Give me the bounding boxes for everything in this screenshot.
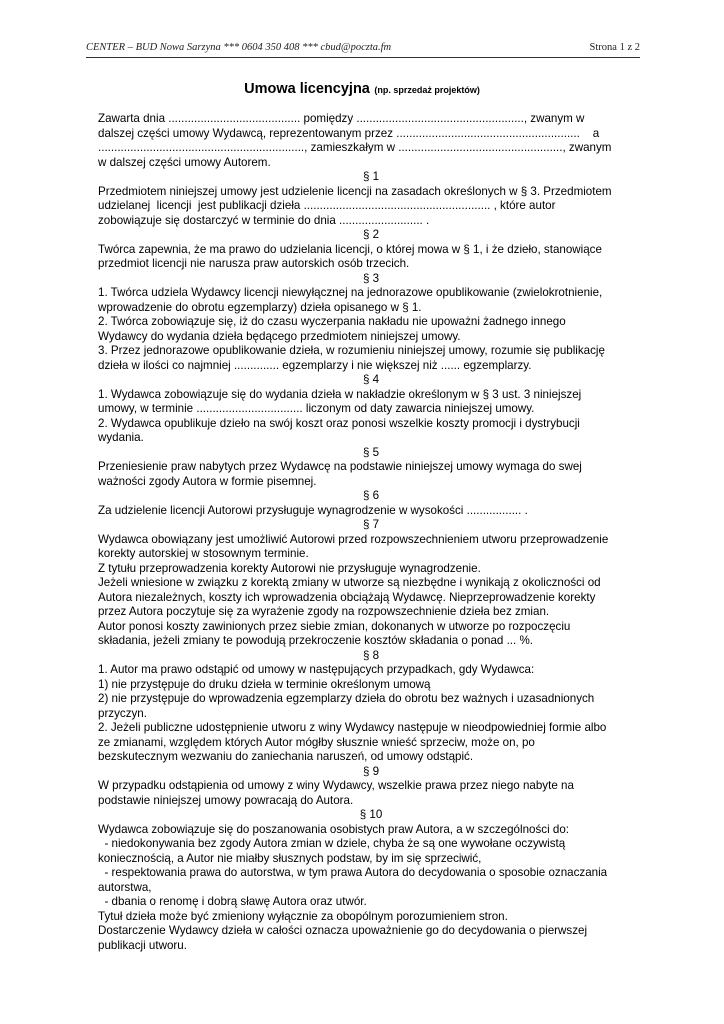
text-line: 1. Wydawca zobowiązuje się do wydania dzieła w nakładzie określonym w § 3 ust. 3 niniejszej xyxy=(98,387,582,401)
text-line: 2. Jeżeli publiczne udostępnienie utworu z winy Wydawcy następuje w nieodpowiedniej formie albo xyxy=(98,721,607,734)
text-line: podstawie niniejszej umowy powracają do Autora. xyxy=(98,793,354,807)
text-line: Dostarczenie Wydawcy dzieła w całości oznacza upoważnienie go do decydowania o pierwszej xyxy=(98,924,588,937)
text-line: udzielanej licencji jest publikacji dzieła .......................................................... , które autor xyxy=(98,199,556,212)
text-line: przez Autora poczytuje się za wyrażenie zgody na rozpowszechnienie dzieła bez zmian. xyxy=(98,605,550,618)
text-line: Twórca zapewnia, że ma prawo do udzielania licencji, o której mowa w § 1, i że dzieło, stanowiące xyxy=(98,242,602,256)
text-line: publikacji utworu. xyxy=(98,938,187,952)
text-line: przedmiot licencji nie narusza praw autorskich osób trzecich. xyxy=(98,257,410,270)
text-line: Jeżeli wniesione w związku z korektą zmiany w utworze są niezbędne i wynikają z okoliczności od xyxy=(98,576,601,589)
text-line: Autora niezależnych, koszty ich wprowadzenia obciążają Wydawcę. Nieprzeprowadzenie korekty xyxy=(98,590,596,604)
document-title xyxy=(0,80,724,98)
text-line: 1. Twórca udziela Wydawcy licencji niewyłącznej na jednorazowe opublikowanie (zwielokrotnienie, xyxy=(98,286,603,299)
page-number: Strona 1 z 2 xyxy=(589,42,640,53)
text-line: bezskutecznym wezwaniu do zaniechania naruszeń, od umowy odstąpić. xyxy=(98,750,474,763)
text-line: 2. Wydawca opublikuje dzieło na swój koszt oraz ponosi wszelkie koszty promocji i dystrybucji xyxy=(98,416,580,430)
section-heading: § 3 xyxy=(362,271,380,285)
section-heading: § 4 xyxy=(362,373,380,386)
header-contact: CENTER – BUD Nowa Sarzyna *** 0604 350 408 *** cbud@poczta.fm xyxy=(86,42,392,53)
text-line: dzieła w ilości co najmniej .............. egzemplarzy i nie większej niż ...... egzemplarzy. xyxy=(98,358,532,372)
text-line: zobowiązuje się dostarczyć w terminie do dnia .......................... . xyxy=(98,213,430,227)
header-divider xyxy=(86,57,640,58)
text-line: przyczyn. xyxy=(98,706,147,720)
text-line: Wydawca obowiązany jest umożliwić Autorowi przed rozpowszechnieniem utworu przeprowadzenie xyxy=(98,532,609,546)
title-subtitle: (np. sprzedaż projektów) xyxy=(374,85,480,95)
section-heading: § 9 xyxy=(362,764,380,778)
text-line: 3. Przez jednorazowe opublikowanie dzieła, w rozumieniu niniejszej umowy, rozumie się publikację xyxy=(98,344,605,357)
text-line: koniecznością, a Autor nie miałby słusznych podstaw, by im się sprzeciwić, xyxy=(98,851,482,865)
text-line: Wydawcy do wydania dzieła będącego przedmiotem niniejszej umowy. xyxy=(98,329,461,343)
text-line: - dbania o renomę i dobrą sławę Autora oraz utwór. xyxy=(98,895,367,908)
text-line: dalszej części umowy Wydawcą, reprezentowanym przez ......................................................... a xyxy=(98,126,600,140)
section-heading: § 10 xyxy=(359,808,383,821)
title-main: Umowa licencyjna xyxy=(244,81,370,97)
section-heading: § 8 xyxy=(362,648,380,662)
text-line: Przedmiotem niniejszej umowy jest udzielenie licencji na zasadach określonych w § 3. Przedmiotem xyxy=(98,184,612,198)
section-heading: § 7 xyxy=(362,518,380,531)
text-line: - niedokonywania bez zgody Autora zmian w dziele, chyba że są one wywołane oczywistą xyxy=(98,837,566,850)
text-line: Za udzielenie licencji Autorowi przysługuje wynagrodzenie w wysokości ................. . xyxy=(98,503,528,517)
text-line: autorstwa, xyxy=(98,880,152,894)
section-heading: § 2 xyxy=(362,228,380,241)
text-line: - respektowania prawa do autorstwa, w tym prawa Autora do decydowania o sposobie oznaczania xyxy=(98,866,608,879)
text-line: 2) nie przystępuje do wprowadzenia egzemplarzy dzieła do obrotu bez ważnych i uzasadnionych xyxy=(98,692,595,705)
text-line: 1. Autor ma prawo odstąpić od umowy w następujących przypadkach, gdy Wydawca: xyxy=(98,663,535,676)
text-line: 1) nie przystępuje do druku dzieła w terminie określonym umową xyxy=(98,677,431,691)
text-line: Przeniesienie praw nabytych przez Wydawcę na podstawie niniejszej umowy wymaga do swej xyxy=(98,460,582,473)
text-line: 2. Twórca zobowiązuje się, iż do czasu wyczerpania nakładu nie upoważni żadnego innego xyxy=(98,315,566,328)
text-line: ważności zgody Autora w formie pisemnej. xyxy=(98,474,317,488)
section-heading: § 6 xyxy=(362,489,380,502)
text-line: umowy, w terminie ................................. liczonym od daty zawarcia niniejszej umowy. xyxy=(98,402,535,415)
text-line: w dalszej części umowy Autorem. xyxy=(98,155,271,169)
text-line: Wydawca zobowiązuje się do poszanowania osobistych praw Autora, a w szczególności do: xyxy=(98,822,569,836)
text-line: wprowadzenie do obrotu egzemplarzy) dzieła opisanego w § 1. xyxy=(98,300,422,314)
section-heading: § 5 xyxy=(362,445,380,459)
text-line: korekty autorskiej w stosownym terminie. xyxy=(98,547,309,560)
text-line: W przypadku odstąpienia od umowy z winy Wydawcy, wszelkie prawa przez niego nabyte na xyxy=(98,779,574,792)
text-line: ze zmianami, względem których Autor mógłby słusznie wnieść sprzeciw, może on, po xyxy=(98,735,535,749)
document-body xyxy=(98,112,644,953)
text-line: ................................................................, zamieszkałym w ..................................................., zwanym xyxy=(98,141,612,154)
text-line: Zawarta dnia ......................................... pomiędzy ...................................................., zwanym w xyxy=(98,112,585,125)
text-line: Autor ponosi koszty zawinionych przez siebie zmian, dokonanych w utworze po rozpoczęciu xyxy=(98,619,571,633)
text-line: składania, jeżeli zmiany te powodują przekroczenie kosztów składania o ponad ... %. xyxy=(98,634,534,647)
section-heading: § 1 xyxy=(362,170,380,183)
text-line: wydania. xyxy=(98,431,144,444)
text-line: Tytuł dzieła może być zmieniony wyłącznie za obopólnym porozumieniem stron. xyxy=(98,909,508,923)
text-line: Z tytułu przeprowadzenia korekty Autorowi nie przysługuje wynagrodzenie. xyxy=(98,561,481,575)
